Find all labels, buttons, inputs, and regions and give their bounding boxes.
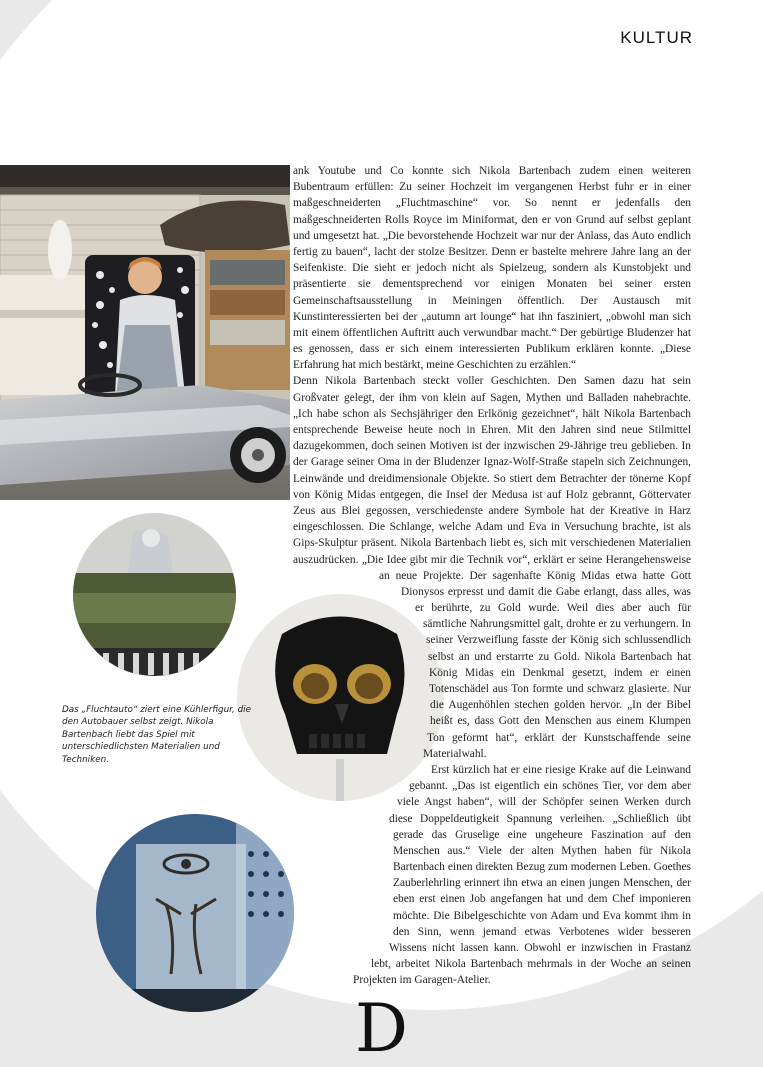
drop-cap: D [355,990,408,1067]
photo-caption [62,704,262,766]
paragraph-1: ank Youtube und Co konnte sich Nikola Bartenbach zudem einen weiteren Bubentraum erfüllen: Zu seiner Hochzeit im vergangenen Herbst fuhr er in einer maßgeschneiderten „Fluchtmaschine“ vor. So nennt er jedenfalls den maßgeschneiderten Rolls Royce im Miniformat, den er von Grund auf selbst geplant und umgesetzt hat. „Die bevorstehende Hochzeit war nur der Anlass, das Auto endlich fertig zu bauen“, lacht der stolze Besitzer. Denn er bastelte mehrere Jahre lang an der Seifenkiste. Die sieht er jedoch nicht als Spielzeug, sondern als Kunstobjekt und präsentierte sie dementsprechend vor einigen Monaten bei seiner ersten Gemeinschaftsausstellung in Meiningen öffentlich. Der Austausch mit Kunstinteressierten bei der „autumn art lounge“ hat ihn fasziniert, „obwohl man sich mit einem öffentlichen Auftritt auch verwundbar macht.“ Der gebürtige Bludenzer hat es genossen, dass er sich einem interessierten Publikum erklären konnte. „Diese Erfahrung hat mich bestärkt, meine Geschichten zu erzählen.“ [293,165,691,372]
paragraph-2: Denn Nikola Bartenbach steckt voller Geschichten. Den Samen dazu hat sein Großvater gelegt, der ihm von klein auf Sagen, Mythen und Balladen nahebrachte. „Ich habe schon als Sechsjähriger den Erlkönig gezeichnet“, hält Nikola Bartenbach entsprechende Beweise heute noch in Ehren. Mit den Jahren sind neue Stilmittel dazugekommen, doch seinen Motiven ist der inzwischen 29-Jährige treu geblieben. In der Garage seiner Oma in der Bludenzer Ignaz-Wolf-Straße stapeln sich Zeichnungen, Leinwände und dreidimensionale Objekte. So stiert dem Betrachter der tönerne Kopf von König Midas entgegen, die Insel der Medusa ist auf Holz gebrannt, Göttervater Zeus aus Blei gegossen, verschiedenste andere Symbole hat der Kreative in Harz eingeschlossen. Die Schlange, welche Adam und Eva in Versuchung brachte, ist als Gips-Skulptur präsent. Nikola Bartenbach liebt es, sich mit verschiedenen Materialien auszudrücken. „Die Idee gibt mir die Technik vor“, erklärt er seine Herangehensweise an neue Projekte. Der sagenhafte König Midas etwa hatte Gott Dionysos erpresst und damit die Gabe erlangt, dass alles, was er berührte, zu Gold wurde. Weil dies aber auch für sämtliche Nahrungsmittel galt, drohte er zu verhungern. In seiner Verzweiflung fasste der König sich schlussendlich selbst an und erstarrte zu Gold. Nikola Bartenbach hat König Midas ein Denkmal gesetzt, indem er einen Totenschädel aus Ton formte und schwarz glasierte. Nur die Augenhöhlen stechen golden hervor. „In der Bibel heißt es, dass Gott den Menschen aus einem Klumpen Ton geformt hat“, erklärt der Kunstschaffende seine Materialwahl. [293,375,691,760]
article-body [293,163,691,1067]
resin-artwork-photo [96,814,294,1012]
paragraph-3: Erst kürzlich hat er eine riesige Krake auf die Leinwand gebannt. „Das ist eigentlich ein schönes Tier, vor dem aber viele Angst haben“, will der Schöpfer seinen Werken durch diese Doppeldeutigkeit Spannung verleihen. „Schließlich übt gerade das Gruselige eine ungeheure Faszination auf den Menschen aus.“ Viele der alten Mythen haben für Nikola Bartenbach einen direkten Bezug zum modernen Leben. Goethes Zauberlehrling erinnert ihn etwa an einen jungen Menschen, der eben erst einen Job angefangen hat und dem Chef imponieren möchte. Die Bibelgeschichte von Adam und Eva kommt ihm in den Sinn, wenn jemand etwas Verbotenes wider besseren Wissens nicht lassen kann. Obwohl er inzwischen in Frastanz lebt, arbeitet Nikola Bartenbach mehrmals in der Woche an seinen Projekten im Garagen-Atelier. [353,763,691,987]
garage-photo [0,165,290,500]
hood-ornament-photo [73,513,236,676]
caption-text: Das „Fluchtauto“ ziert eine Kühlerfigur, die den Autobauer selbst zeigt. Nikola Bartenbach liebt das Spiel mit unterschiedlichsten Materialien und Techniken. [62,705,252,765]
section-label: KULTUR [620,28,693,47]
